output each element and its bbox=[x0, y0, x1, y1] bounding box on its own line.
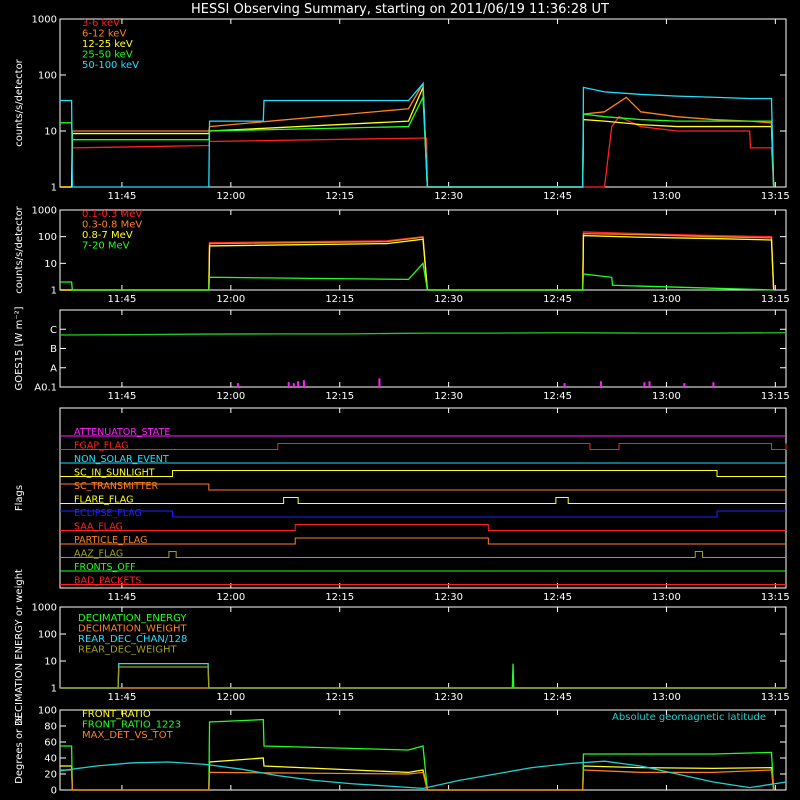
x-tick-label: 13:00 bbox=[652, 191, 681, 202]
panel-low-energy-rates bbox=[14, 15, 790, 203]
flag-line bbox=[60, 484, 786, 490]
flag-label: FRONTS_OFF bbox=[74, 562, 136, 573]
x-tick-label: 13:00 bbox=[652, 592, 681, 603]
x-tick-label: 12:45 bbox=[543, 692, 572, 703]
flag-line bbox=[60, 498, 786, 504]
legend-entry: DECIMATION_WEIGHT bbox=[78, 623, 187, 635]
series-line bbox=[60, 667, 786, 688]
x-tick-label: 11:45 bbox=[107, 294, 137, 305]
series-line bbox=[60, 84, 774, 187]
flag-label: SAA_FLAG bbox=[74, 521, 123, 533]
x-tick-label: 12:30 bbox=[434, 692, 464, 703]
y-tick-label: 10 bbox=[44, 258, 57, 270]
x-tick-label: 12:00 bbox=[216, 391, 246, 402]
legend-entry: REAR_DEC_CHAN/128 bbox=[78, 634, 188, 645]
x-tick-label: 12:00 bbox=[216, 294, 246, 305]
series-line bbox=[60, 236, 774, 290]
y-axis-label: counts/s/detector bbox=[14, 59, 25, 147]
x-tick-label: 13:00 bbox=[652, 294, 681, 305]
x-tick-label: 13:15 bbox=[760, 191, 790, 202]
x-tick-label: 12:00 bbox=[216, 592, 246, 603]
legend-entry: 0.3-0.8 MeV bbox=[82, 219, 143, 231]
x-tick-label: 13:15 bbox=[760, 592, 790, 603]
y-tick-label: 100 bbox=[37, 705, 57, 717]
x-tick-label: 13:00 bbox=[652, 391, 681, 402]
y-tick-label: 100 bbox=[37, 232, 57, 244]
y-axis-label: counts/s/detector bbox=[14, 206, 25, 294]
panel-frame bbox=[60, 210, 786, 290]
y-tick-label: 0 bbox=[50, 785, 57, 797]
legend-entry: 6-12 keV bbox=[82, 28, 127, 40]
flag-line bbox=[60, 538, 786, 544]
x-tick-label: 12:45 bbox=[543, 191, 572, 202]
series-line bbox=[60, 232, 774, 290]
y-tick-label: 1 bbox=[50, 683, 57, 695]
y-tick-label: B bbox=[50, 344, 57, 355]
legend-entry: MAX_DET_VS_TOT bbox=[82, 730, 173, 741]
y-tick-label: 60 bbox=[44, 737, 57, 749]
x-tick-label: 12:15 bbox=[325, 294, 355, 305]
legend-entry: FRONT_RATIO bbox=[82, 709, 151, 720]
x-tick-label: 11:45 bbox=[107, 692, 137, 703]
flag-line bbox=[60, 471, 786, 477]
legend-entry: 0.1-0.3 MeV bbox=[82, 209, 143, 220]
x-tick-label: 12:45 bbox=[543, 391, 572, 402]
series-line bbox=[60, 333, 786, 335]
x-tick-label: 12:15 bbox=[325, 391, 355, 402]
x-tick-label: 11:45 bbox=[107, 191, 137, 202]
y-tick-label: 1000 bbox=[31, 602, 57, 614]
legend-entry: 12-25 keV bbox=[82, 39, 133, 50]
y-tick-label: A bbox=[50, 363, 57, 375]
x-tick-label: 12:15 bbox=[325, 191, 355, 202]
y-tick-label: 1000 bbox=[31, 14, 57, 26]
y-tick-label: A0.1 bbox=[34, 382, 57, 394]
panel-high-energy-rates bbox=[14, 205, 790, 305]
legend-entry: DECIMATION_ENERGY bbox=[78, 613, 187, 624]
x-tick-label: 12:30 bbox=[434, 294, 464, 305]
legend-entry: 3-6 keV bbox=[82, 18, 120, 29]
flag-label: FGAP_FLAG bbox=[74, 440, 129, 452]
legend-entry: 50-100 keV bbox=[82, 60, 140, 71]
x-tick-label: 12:00 bbox=[216, 692, 246, 703]
y-tick-label: C bbox=[50, 324, 57, 336]
y-tick-label: 1 bbox=[50, 285, 57, 297]
y-tick-label: 20 bbox=[44, 769, 57, 781]
flag-line bbox=[60, 444, 786, 450]
series-line bbox=[60, 117, 774, 187]
y-tick-label: 10 bbox=[44, 126, 57, 138]
x-tick-label: 12:45 bbox=[543, 592, 572, 603]
series-line bbox=[60, 234, 774, 290]
y-tick-label: 1 bbox=[50, 182, 57, 194]
panel-goes-flux bbox=[14, 306, 790, 402]
flag-label: ATTENUATOR_STATE bbox=[74, 427, 171, 438]
flag-label: PARTICLE_FLAG bbox=[74, 535, 148, 546]
panel-flags bbox=[14, 408, 790, 603]
panel-ratios-latitude bbox=[14, 706, 786, 797]
x-tick-label: 11:45 bbox=[107, 391, 137, 402]
y-axis-label: Degrees or % bbox=[14, 716, 25, 784]
x-tick-label: 11:45 bbox=[107, 592, 137, 603]
y-tick-label: 100 bbox=[37, 629, 57, 641]
annotation: Absolute geomagnetic latitude bbox=[612, 712, 766, 723]
flag-line bbox=[60, 511, 786, 517]
x-tick-label: 12:15 bbox=[325, 592, 355, 603]
x-tick-label: 13:15 bbox=[760, 391, 790, 402]
x-tick-label: 13:00 bbox=[652, 692, 681, 703]
x-tick-label: 12:00 bbox=[216, 191, 246, 202]
y-tick-label: 100 bbox=[37, 70, 57, 82]
flag-label: FLARE_FLAG bbox=[74, 494, 134, 506]
figure-title: HESSI Observing Summary, starting on 2011/06/19 11:36:28 UT bbox=[191, 2, 609, 17]
panel-frame bbox=[60, 310, 786, 387]
x-tick-label: 12:30 bbox=[434, 191, 464, 202]
legend-entry: REAR_DEC_WEIGHT bbox=[78, 644, 177, 656]
x-tick-label: 13:15 bbox=[760, 692, 790, 703]
flag-line bbox=[60, 525, 786, 531]
x-tick-label: 12:30 bbox=[434, 391, 464, 402]
y-tick-label: 10 bbox=[44, 656, 57, 668]
y-tick-label: 1000 bbox=[31, 205, 57, 217]
y-tick-label: 40 bbox=[44, 753, 57, 765]
flag-label: AAZ_FLAG bbox=[74, 548, 124, 560]
flag-label: BAD_PACKETS bbox=[74, 575, 142, 587]
y-axis-label: DECIMATION ENERGY or weight bbox=[14, 569, 25, 726]
x-tick-label: 12:30 bbox=[434, 592, 464, 603]
legend-entry: 7-20 MeV bbox=[82, 240, 130, 252]
y-tick-label: 80 bbox=[44, 721, 57, 733]
flag-label: NON_SOLAR_EVENT bbox=[74, 454, 169, 465]
flag-label: ECLIPSE_FLAG bbox=[74, 508, 142, 519]
legend-entry: 25-50 keV bbox=[82, 49, 133, 61]
series-line bbox=[60, 87, 774, 187]
flag-label: SC_TRANSMITTER bbox=[74, 481, 159, 492]
y-axis-label: GOES15 [W m⁻²] bbox=[14, 306, 25, 391]
x-tick-label: 12:45 bbox=[543, 294, 572, 305]
flag-label: SC_IN_SUNLIGHT bbox=[74, 467, 155, 479]
flag-line bbox=[60, 552, 786, 558]
legend-entry: FRONT_RATIO_1223 bbox=[82, 719, 182, 731]
x-tick-label: 12:15 bbox=[325, 692, 355, 703]
panels-group bbox=[14, 15, 790, 797]
series-line bbox=[60, 84, 774, 187]
series-line bbox=[60, 97, 774, 187]
x-tick-label: 13:15 bbox=[760, 294, 790, 305]
legend-entry: 0.8-7 MeV bbox=[82, 230, 133, 241]
y-axis-label: Flags bbox=[14, 484, 25, 512]
